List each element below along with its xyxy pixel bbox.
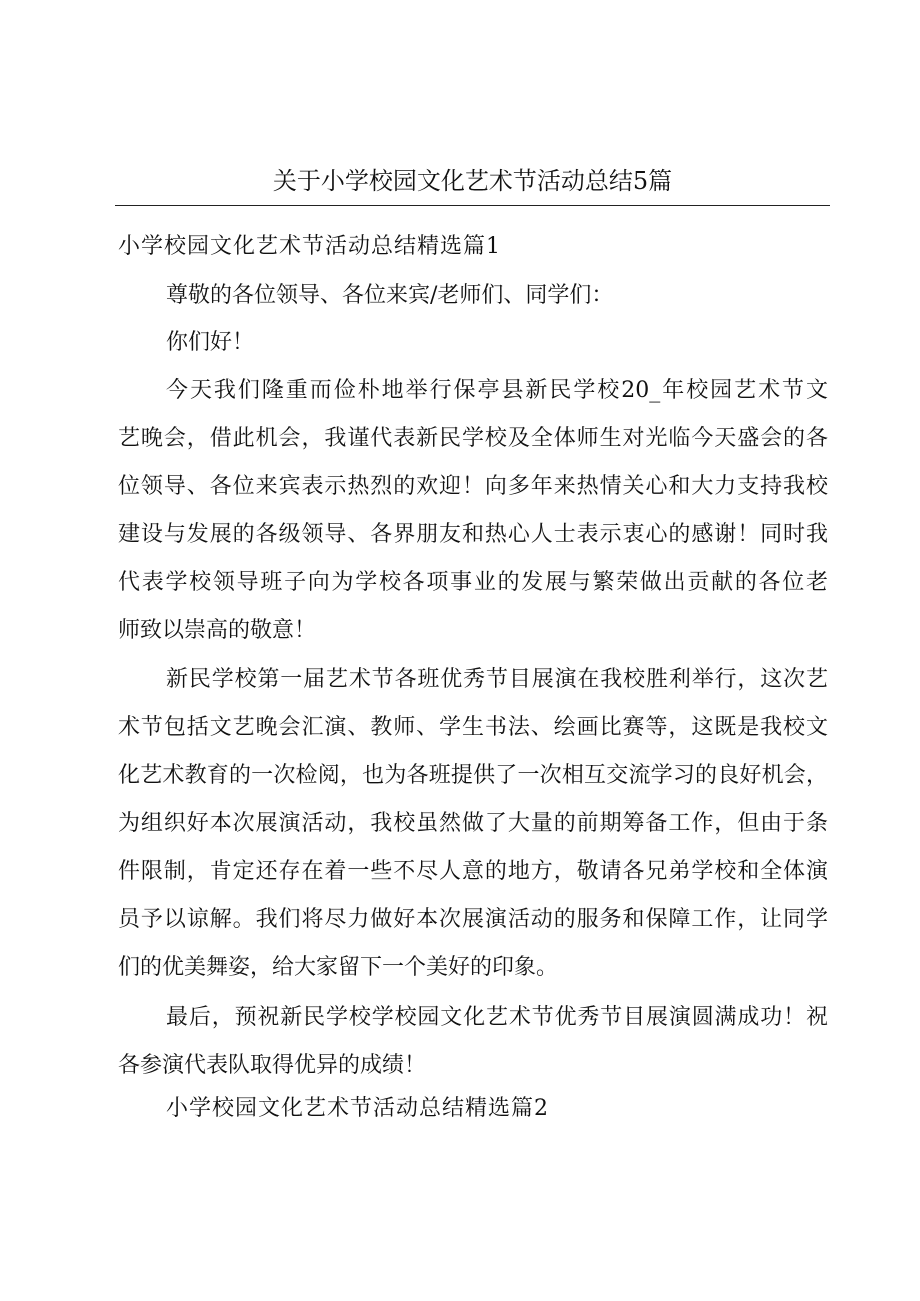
paragraph-2-line: 员予以谅解。我们将尽力做好本次展演活动的服务和保障工作，让同学 [118,907,828,932]
paragraph-2-line: 为组织好本次展演活动，我校虽然做了大量的前期筹备工作，但由于条 [118,811,828,836]
section-heading-2: 小学校园文化艺术节活动总结精选篇2 [166,1096,549,1121]
paragraph-2-line: 们的优美舞姿，给大家留下一个美好的印象。 [118,955,559,980]
section-heading-1: 小学校园文化艺术节活动总结精选篇1 [118,234,501,259]
paragraph-2-line: 新民学校第一届艺术节各班优秀节目展演在我校胜利举行，这次艺 [166,667,828,692]
greeting: 你们好！ [166,330,255,355]
paragraph-3-line: 最后，预祝新民学校学校园文化艺术节优秀节目展演圆满成功！祝 [166,1005,828,1030]
paragraph-1-line: 建设与发展的各级领导、各界朋友和热心人士表示衷心的感谢！同时我 [118,522,828,547]
paragraph-2-line: 件限制，肯定还存在着一些不尽人意的地方，敬请各兄弟学校和全体演 [118,859,828,884]
paragraph-3-line: 各参演代表队取得优异的成绩！ [118,1053,427,1078]
salutation: 尊敬的各位领导、各位来宾/老师们、同学们： [166,283,614,308]
paragraph-1-line: 艺晚会，借此机会，我谨代表新民学校及全体师生对光临今天盛会的各 [118,426,828,451]
paragraph-1-line: 位领导、各位来宾表示热烈的欢迎！向多年来热情关心和大力支持我校 [118,474,828,499]
paragraph-2-line: 化艺术教育的一次检阅，也为各班提供了一次相互交流学习的良好机会， [118,763,828,788]
paragraph-1-line: 今天我们隆重而俭朴地举行保亭县新民学校20_年校园艺术节文 [166,378,828,403]
document-title: 关于小学校园文化艺术节活动总结5篇 [272,167,673,195]
paragraph-1-line: 师致以崇高的敬意！ [118,618,317,643]
paragraph-1-line: 代表学校领导班子向为学校各项事业的发展与繁荣做出贡献的各位老 [118,570,828,595]
paragraph-2-line: 术节包括文艺晚会汇演、教师、学生书法、绘画比赛等，这既是我校文 [118,715,828,740]
title-divider [115,205,830,206]
